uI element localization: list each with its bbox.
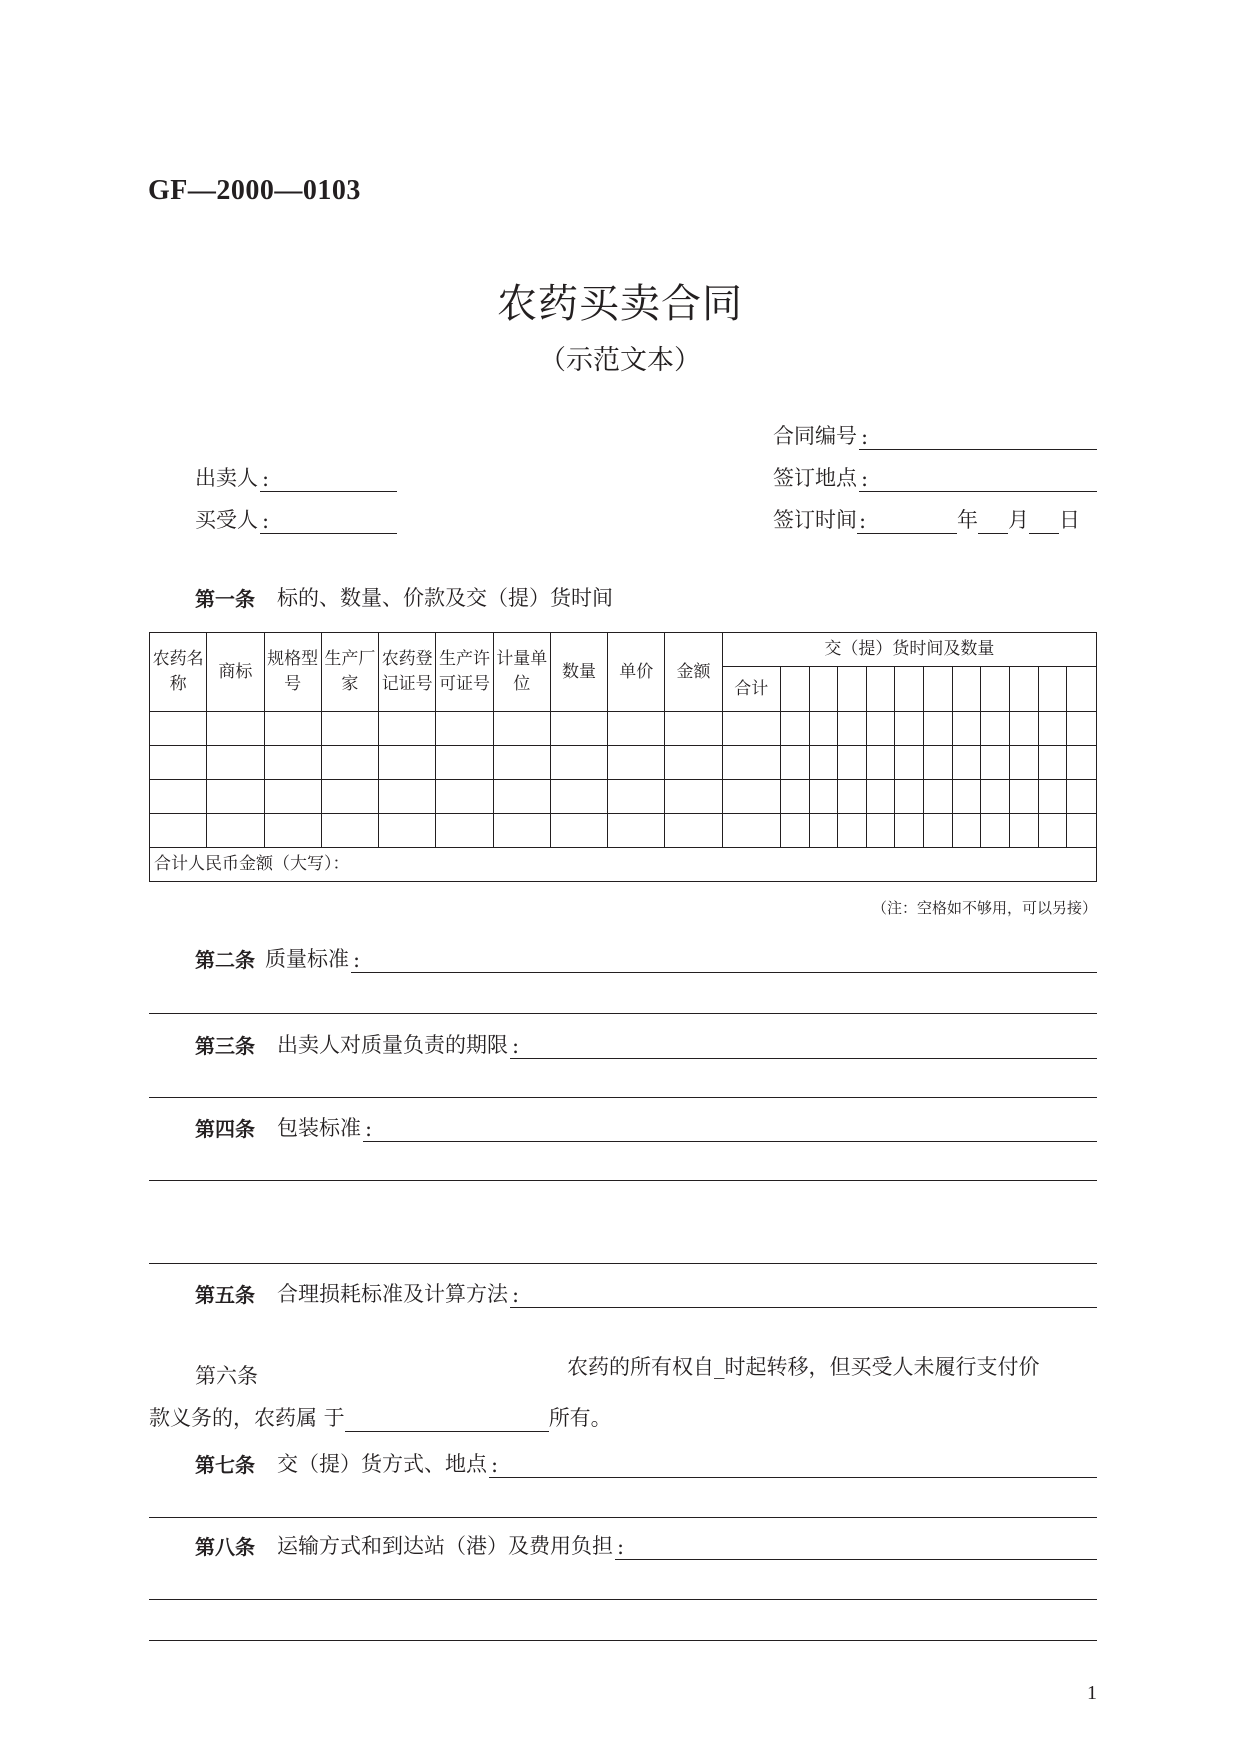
buyer-field[interactable]	[195, 504, 397, 534]
page-number: 1	[1087, 1682, 1097, 1704]
article-4-extra-line[interactable]	[149, 1263, 1097, 1264]
article-4-extra-line[interactable]	[149, 1180, 1097, 1181]
table-cell[interactable]	[550, 712, 607, 746]
col-header-delivery: 交（提）货时间及数量	[722, 633, 1096, 667]
table-cell[interactable]	[150, 712, 207, 746]
article-5-line	[510, 1285, 1097, 1308]
table-row	[150, 780, 1097, 814]
table-cell[interactable]	[722, 814, 780, 848]
table-cell[interactable]	[780, 712, 809, 746]
table-cell[interactable]	[952, 780, 981, 814]
table-cell[interactable]	[608, 814, 665, 848]
article-7-text: 交（提）货方式、地点	[277, 1452, 487, 1476]
article-4-line	[363, 1119, 1097, 1142]
col-header-registration-no: 农药登记证号	[379, 633, 436, 712]
table-cell[interactable]	[924, 780, 953, 814]
table-row	[150, 712, 1097, 746]
table-cell[interactable]	[924, 667, 953, 712]
article-8-extra-line[interactable]	[149, 1599, 1097, 1600]
table-cell[interactable]	[866, 667, 895, 712]
table-cell[interactable]	[436, 712, 493, 746]
table-cell[interactable]	[493, 712, 550, 746]
col-header-license-no: 生产许可证号	[436, 633, 493, 712]
article-8-number: 第八条	[195, 1535, 255, 1559]
sign-time-label: 签订时间	[773, 508, 857, 532]
col-header-subtotal: 合计	[722, 667, 780, 712]
article-2-extra-line[interactable]	[149, 1013, 1097, 1014]
table-cell[interactable]	[150, 780, 207, 814]
seller-label: 出卖人	[195, 466, 258, 490]
table-cell[interactable]	[809, 712, 838, 746]
article-8-text: 运输方式和到达站（港）及费用负担	[277, 1534, 613, 1558]
table-cell[interactable]	[1067, 746, 1097, 780]
table-cell[interactable]	[1038, 814, 1067, 848]
article-3-text: 出卖人对质量负责的期限	[277, 1033, 508, 1057]
page-title: 农药买卖合同	[497, 281, 743, 327]
table-cell[interactable]	[895, 667, 924, 712]
article-2[interactable]	[195, 943, 1097, 973]
table-cell[interactable]	[780, 814, 809, 848]
col-header-quantity: 数量	[550, 633, 607, 712]
table-cell[interactable]	[550, 746, 607, 780]
article-6-owner-blank[interactable]	[345, 1409, 549, 1432]
table-cell[interactable]	[321, 712, 378, 746]
table-cell[interactable]	[665, 712, 722, 746]
table-cell[interactable]	[981, 712, 1010, 746]
article-7-line	[489, 1455, 1097, 1478]
article-2-line	[351, 950, 1097, 973]
table-cell[interactable]	[895, 712, 924, 746]
document-code: GF—2000—0103	[148, 175, 361, 206]
contract-no-line	[859, 427, 1097, 450]
article-3-number: 第三条	[195, 1034, 255, 1058]
table-cell[interactable]	[981, 780, 1010, 814]
table-cell[interactable]	[493, 780, 550, 814]
article-6-text-a: 农药的所有权自_时起转移，但买受人未履行支付价	[567, 1355, 1040, 1379]
col-header-unit-price: 单价	[608, 633, 665, 712]
table-cell[interactable]	[780, 780, 809, 814]
table-cell[interactable]	[379, 780, 436, 814]
article-8-extra-line[interactable]	[149, 1640, 1097, 1641]
table-cell[interactable]	[150, 746, 207, 780]
col-header-trademark: 商标	[207, 633, 264, 712]
table-cell[interactable]	[809, 667, 838, 712]
table-cell[interactable]	[981, 814, 1010, 848]
table-cell[interactable]	[264, 780, 321, 814]
table-cell[interactable]	[493, 814, 550, 848]
col-header-unit: 计量单位	[493, 633, 550, 712]
table-cell[interactable]	[952, 814, 981, 848]
table-cell[interactable]	[1009, 667, 1038, 712]
table-cell[interactable]	[207, 780, 264, 814]
sign-place-field[interactable]	[773, 462, 1097, 492]
article-8[interactable]	[195, 1530, 1097, 1560]
goods-table	[149, 632, 1097, 882]
table-cell[interactable]	[924, 814, 953, 848]
sign-time-field[interactable]	[773, 504, 1097, 534]
article-2-text: 质量标准	[265, 947, 349, 971]
table-cell[interactable]	[321, 746, 378, 780]
table-row	[150, 814, 1097, 848]
table-cell[interactable]	[838, 746, 867, 780]
table-cell[interactable]	[866, 780, 895, 814]
col-header-manufacturer: 生产厂家	[321, 633, 378, 712]
table-cell[interactable]	[866, 746, 895, 780]
table-cell[interactable]	[722, 780, 780, 814]
table-cell[interactable]	[207, 814, 264, 848]
table-cell[interactable]	[436, 780, 493, 814]
article-6-text-c: 所有。	[548, 1406, 612, 1430]
table-cell[interactable]	[321, 814, 378, 848]
article-6-number: 第六条	[195, 1364, 258, 1388]
table-cell[interactable]	[722, 712, 780, 746]
table-cell[interactable]	[866, 712, 895, 746]
table-cell[interactable]	[952, 667, 981, 712]
table-cell[interactable]	[436, 814, 493, 848]
table-cell[interactable]	[981, 746, 1010, 780]
table-cell[interactable]	[1067, 712, 1097, 746]
page-subtitle: （示范文本）	[539, 345, 701, 376]
table-cell[interactable]	[264, 814, 321, 848]
article-5[interactable]	[195, 1278, 1097, 1308]
contract-no-field[interactable]	[773, 420, 1097, 450]
article-8-line	[615, 1537, 1097, 1560]
article-1-number: 第一条	[195, 587, 255, 611]
month-label: 月	[1008, 508, 1029, 532]
table-note: （注：空格如不够用，可以另接）	[871, 899, 1097, 917]
table-cell[interactable]	[436, 746, 493, 780]
article-3[interactable]	[195, 1029, 1097, 1059]
article-7-number: 第七条	[195, 1453, 255, 1477]
table-cell[interactable]	[780, 667, 809, 712]
seller-line	[260, 469, 397, 492]
table-cell[interactable]	[895, 780, 924, 814]
sign-time-month-blank[interactable]	[978, 511, 1008, 534]
table-cell[interactable]	[838, 780, 867, 814]
buyer-label: 买受人	[195, 508, 258, 532]
article-4[interactable]	[195, 1112, 1097, 1142]
table-cell[interactable]	[1038, 667, 1067, 712]
table-cell[interactable]	[722, 746, 780, 780]
table-cell[interactable]	[924, 746, 953, 780]
article-5-text: 合理损耗标准及计算方法	[277, 1282, 508, 1306]
article-7-extra-line[interactable]	[149, 1517, 1097, 1518]
table-cell[interactable]	[150, 814, 207, 848]
sign-time-year-blank[interactable]: :	[857, 511, 957, 534]
article-2-number: 第二条	[195, 948, 255, 972]
table-cell[interactable]	[1009, 746, 1038, 780]
article-6-text-b: 款义务的，农药属 于	[149, 1406, 345, 1430]
table-cell[interactable]	[1038, 712, 1067, 746]
seller-field[interactable]	[195, 462, 397, 492]
total-amount-cell[interactable]: 合计人民币金额（大写）：	[150, 848, 1097, 882]
table-cell[interactable]	[1009, 780, 1038, 814]
col-header-amount: 金额	[665, 633, 722, 712]
article-5-number: 第五条	[195, 1283, 255, 1307]
table-cell[interactable]	[809, 746, 838, 780]
table-cell[interactable]	[493, 746, 550, 780]
sign-time-day-blank[interactable]	[1029, 511, 1059, 534]
table-cell[interactable]	[924, 712, 953, 746]
table-row	[150, 746, 1097, 780]
table-cell[interactable]	[780, 746, 809, 780]
table-cell[interactable]	[1067, 667, 1097, 712]
table-cell[interactable]	[550, 814, 607, 848]
table-cell[interactable]	[264, 712, 321, 746]
contract-no-label: 合同编号	[773, 424, 857, 448]
table-cell[interactable]	[264, 746, 321, 780]
table-cell[interactable]	[665, 780, 722, 814]
table-cell[interactable]	[952, 746, 981, 780]
table-cell[interactable]	[838, 814, 867, 848]
table-cell[interactable]	[207, 746, 264, 780]
article-7[interactable]	[195, 1448, 1097, 1478]
table-cell[interactable]	[981, 667, 1010, 712]
table-cell[interactable]	[1038, 746, 1067, 780]
table-cell[interactable]	[379, 746, 436, 780]
table-cell[interactable]	[379, 712, 436, 746]
col-header-spec-model: 规格型号	[264, 633, 321, 712]
table-cell[interactable]	[665, 814, 722, 848]
table-cell[interactable]	[838, 712, 867, 746]
sign-place-line	[859, 469, 1097, 492]
table-cell[interactable]	[809, 780, 838, 814]
article-4-text: 包装标准	[277, 1116, 361, 1140]
table-cell[interactable]	[895, 746, 924, 780]
year-label: 年	[957, 508, 978, 532]
article-1	[195, 582, 613, 612]
article-4-number: 第四条	[195, 1117, 255, 1141]
table-cell[interactable]	[379, 814, 436, 848]
day-label: 日	[1059, 508, 1080, 532]
table-cell[interactable]	[608, 780, 665, 814]
sign-place-label: 签订地点	[773, 466, 857, 490]
buyer-line	[260, 511, 397, 534]
table-cell[interactable]	[1009, 712, 1038, 746]
table-cell[interactable]	[838, 667, 867, 712]
article-6-line-2	[149, 1402, 612, 1432]
table-cell[interactable]	[1009, 814, 1038, 848]
table-cell[interactable]	[321, 780, 378, 814]
table-cell[interactable]	[952, 712, 981, 746]
col-header-pesticide-name: 农药名称	[150, 633, 207, 712]
table-cell[interactable]	[608, 712, 665, 746]
table-cell[interactable]	[665, 746, 722, 780]
table-cell[interactable]	[895, 814, 924, 848]
table-cell[interactable]	[550, 780, 607, 814]
table-cell[interactable]	[809, 814, 838, 848]
table-cell[interactable]	[1038, 780, 1067, 814]
article-3-extra-line[interactable]	[149, 1097, 1097, 1098]
table-cell[interactable]	[1067, 814, 1097, 848]
article-1-text: 标的、数量、价款及交（提）货时间	[277, 586, 613, 610]
article-3-line	[510, 1036, 1097, 1059]
table-cell[interactable]	[866, 814, 895, 848]
table-cell[interactable]	[1067, 780, 1097, 814]
table-cell[interactable]	[608, 746, 665, 780]
table-cell[interactable]	[207, 712, 264, 746]
